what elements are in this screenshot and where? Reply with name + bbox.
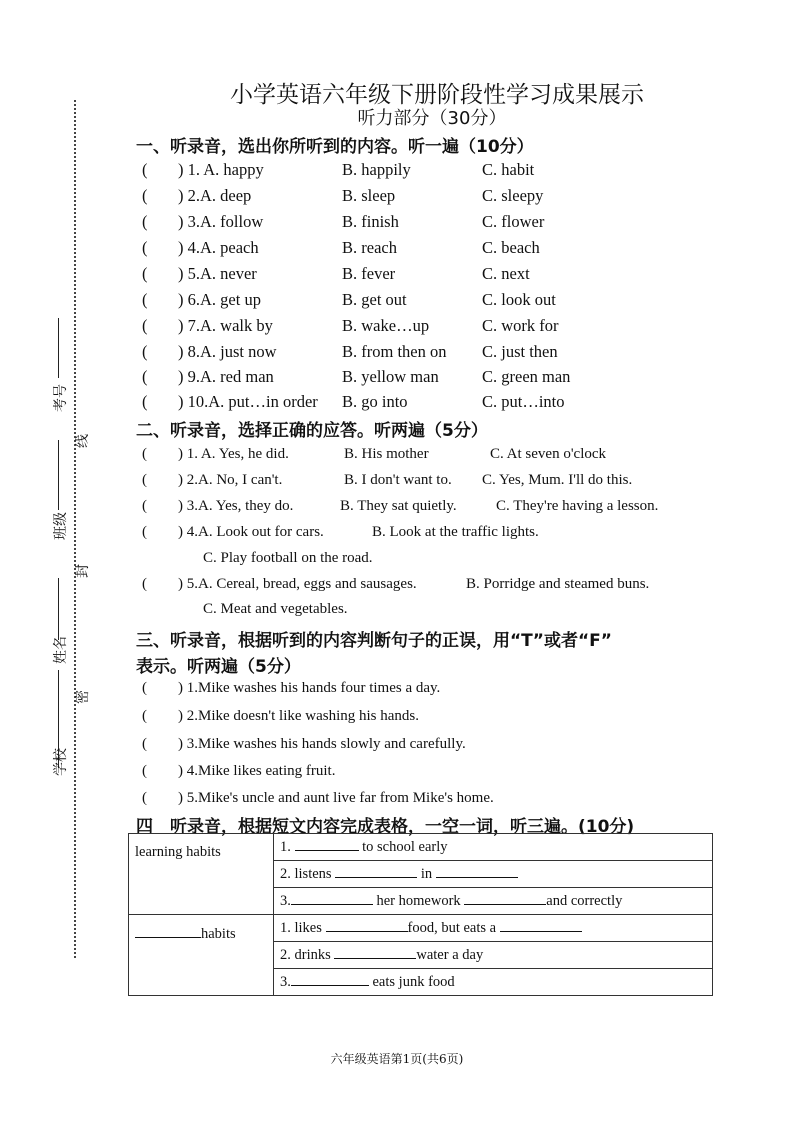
answer-blank[interactable] — [464, 892, 546, 905]
page-footer: 六年级英语第1页(共6页) — [330, 1052, 464, 1066]
table-row: 2. drinks water a day — [274, 942, 713, 969]
binding-dotted-line — [74, 100, 76, 958]
answer-blank[interactable] — [436, 865, 518, 878]
table-row: 1. likes food, but eats a — [274, 915, 713, 942]
answer-blank[interactable] — [291, 973, 369, 986]
label-class: 班级 — [53, 512, 69, 540]
answer-blank[interactable] — [500, 919, 582, 932]
habits-label: habits — [129, 915, 274, 996]
learning-habits-label: learning habits — [129, 834, 274, 915]
section3-heading-line2: 表示。听两遍（5分） — [136, 657, 301, 677]
answer-blank[interactable] — [326, 919, 408, 932]
table-row: 3. eats junk food — [274, 969, 713, 996]
habits-table — [128, 833, 713, 996]
label-name: 姓名 — [53, 636, 69, 664]
mark-seal: 封 — [75, 564, 91, 578]
answer-blank[interactable] — [295, 838, 359, 851]
mark-line: 线 — [75, 434, 91, 448]
answer-blank[interactable] — [335, 865, 417, 878]
name-blank — [58, 578, 59, 640]
answer-blank[interactable] — [135, 925, 201, 938]
label-school: 学校 — [53, 748, 69, 776]
mark-secret: 密 — [75, 690, 91, 704]
section3-heading-line1: 三、听录音，根据听到的内容判断句子的正误，用“T”或者“F” — [136, 631, 612, 651]
section1-heading: 一、听录音，选出你所听到的内容。听一遍（10分） — [136, 137, 534, 157]
section4-heading: 四 听录音，根据短文内容完成表格，一空一词，听三遍。(10分) — [136, 817, 635, 837]
s2-item-5-option-c: C. Meat and vegetables. — [203, 601, 348, 617]
label-exam-number: 考号 — [53, 384, 69, 412]
exam-number-blank — [58, 318, 59, 378]
s2-item-4-option-c: C. Play football on the road. — [203, 550, 373, 566]
table-row: 3. her homework and correctly — [274, 888, 713, 915]
answer-blank[interactable] — [334, 946, 416, 959]
page-subtitle: 听力部分（30分） — [357, 108, 507, 129]
page-title: 小学英语六年级下册阶段性学习成果展示 — [230, 82, 644, 108]
section2-heading: 二、听录音，选择正确的应答。听两遍（5分） — [136, 421, 488, 441]
class-blank — [58, 440, 59, 510]
table-row: 2. listens in — [274, 861, 713, 888]
answer-blank[interactable] — [291, 892, 373, 905]
table-row: 1. to school early — [274, 834, 713, 861]
